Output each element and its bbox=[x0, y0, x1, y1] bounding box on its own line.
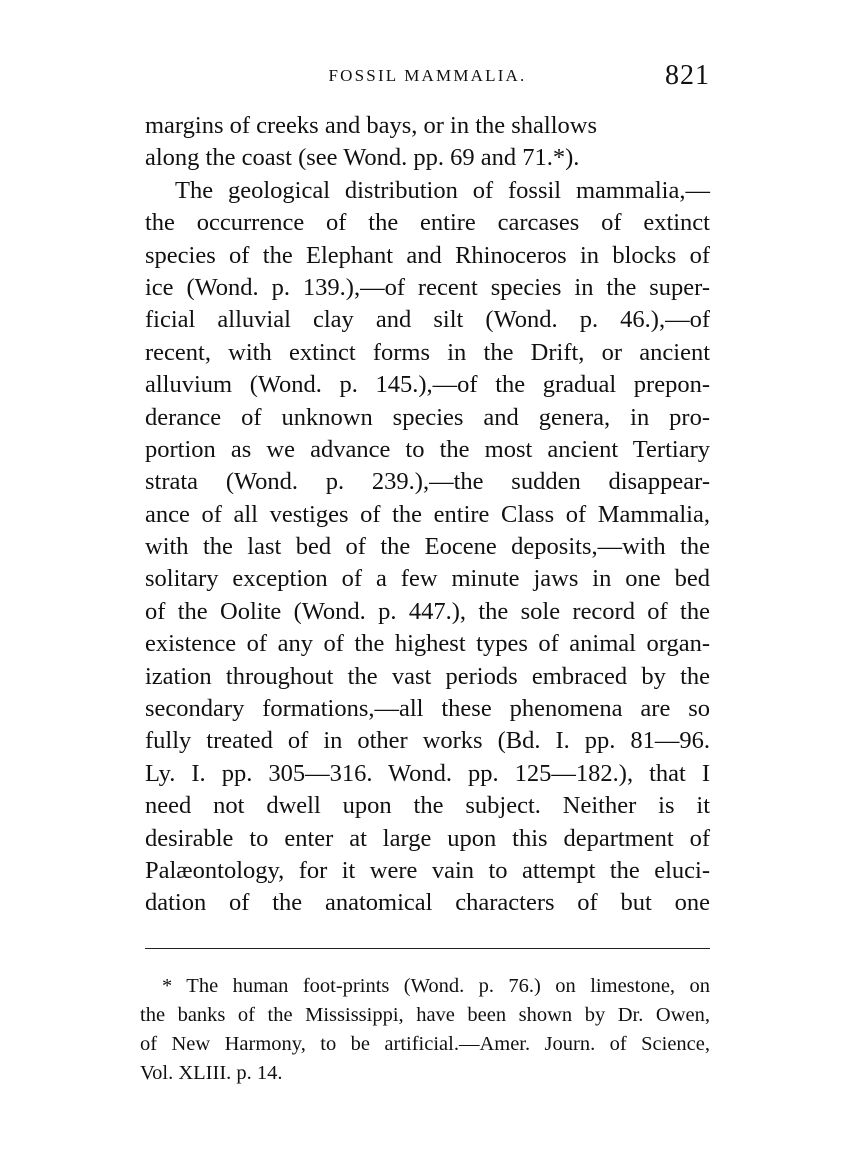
page-number: 821 bbox=[665, 60, 710, 91]
text-line: Ly. I. pp. 305—316. Wond. pp. 125—182.), that I bbox=[145, 759, 710, 787]
text-line: ice (Wond. p. 139.),—of recent species in the super- bbox=[145, 273, 710, 301]
text-line: strata (Wond. p. 239.),—the sudden disappear- bbox=[145, 468, 710, 496]
text-line: fully treated of in other works (Bd. I. pp. 81—96. bbox=[145, 727, 710, 755]
text-line: species of the Elephant and Rhinoceros in blocks of bbox=[145, 241, 710, 269]
text-line: portion as we advance to the most ancient Tertiary bbox=[145, 435, 710, 463]
running-title: FOSSIL MAMMALIA. bbox=[328, 66, 527, 85]
text-line: The geological distribution of fossil mammalia,— bbox=[175, 176, 710, 204]
text-line: with the last bed of the Eocene deposits,—with the bbox=[145, 533, 710, 561]
footnote-line: Vol. XLIII. p. 14. bbox=[140, 1062, 283, 1084]
footnote bbox=[140, 972, 710, 1088]
body-text bbox=[145, 110, 710, 920]
text-line: existence of any of the highest types of animal organ- bbox=[145, 630, 710, 658]
text-line: dation of the anatomical characters of but one bbox=[145, 889, 710, 917]
text-line: derance of unknown species and genera, in pro- bbox=[145, 403, 710, 431]
footnote-rule bbox=[145, 948, 710, 949]
text-line: the occurrence of the entire carcases of extinct bbox=[145, 209, 710, 237]
text-line: of the Oolite (Wond. p. 447.), the sole record of the bbox=[145, 597, 710, 625]
text-line: margins of creeks and bays, or in the shallows bbox=[145, 112, 598, 139]
running-head bbox=[145, 60, 710, 94]
text-line: Palæontology, for it were vain to attempt the eluci- bbox=[145, 856, 710, 884]
footnote-line: * The human foot-prints (Wond. p. 76.) on limestone, on bbox=[162, 975, 710, 997]
text-line: ficial alluvial clay and silt (Wond. p. 46.),—of bbox=[145, 306, 710, 334]
text-line: secondary formations,—all these phenomena are so bbox=[145, 695, 710, 723]
text-line: along the coast (see Wond. pp. 69 and 71.*). bbox=[145, 144, 580, 172]
footnote-line: the banks of the Mississippi, have been shown by Dr. Owen, bbox=[140, 1004, 710, 1026]
text-line: recent, with extinct forms in the Drift, or ancient bbox=[145, 338, 710, 366]
text-line: ance of all vestiges of the entire Class of Mammalia, bbox=[145, 500, 710, 528]
footnote-line: of New Harmony, to be artificial.—Amer. Journ. of Science, bbox=[140, 1033, 710, 1055]
text-line: solitary exception of a few minute jaws in one bed bbox=[145, 565, 710, 593]
text-line: alluvium (Wond. p. 145.),—of the gradual prepon- bbox=[145, 371, 710, 399]
text-line: ization throughout the vast periods embraced by the bbox=[145, 662, 710, 690]
text-line: desirable to enter at large upon this department of bbox=[145, 824, 710, 852]
text-line: need not dwell upon the subject. Neither is it bbox=[145, 792, 710, 820]
